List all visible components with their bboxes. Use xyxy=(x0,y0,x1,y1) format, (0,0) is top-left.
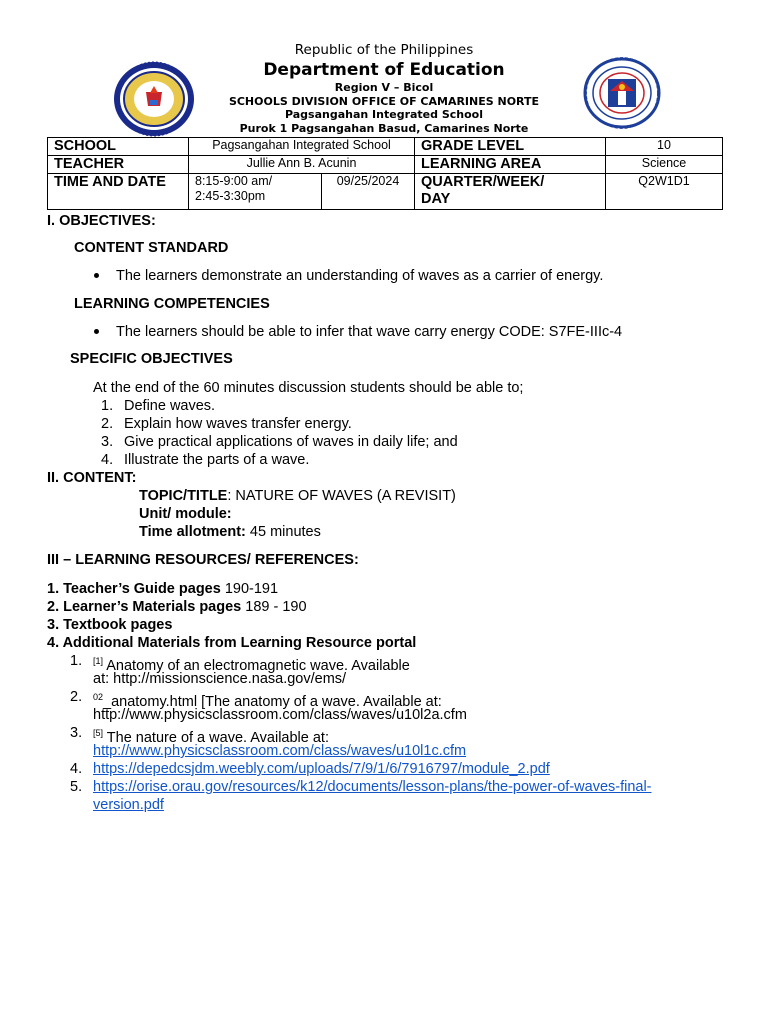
reference-number: 5. xyxy=(70,779,83,795)
bullet-icon xyxy=(94,273,99,278)
objective-number: 4. xyxy=(101,452,114,468)
reference-link-module[interactable] xyxy=(93,760,550,778)
reference-link[interactable]: http://www.physicsclassroom.com/class/waves/u10l1c.cfm xyxy=(93,743,467,759)
time-allotment-value: 45 minutes xyxy=(245,524,321,540)
region-line: Region V – Bicol xyxy=(334,81,434,94)
unit-module-label: Unit/ module: xyxy=(139,506,232,522)
reference-text: Anatomy of an electromagnetic wave. Available xyxy=(103,657,410,674)
teacher-label: TEACHER xyxy=(48,156,189,174)
time-allotment-line xyxy=(139,523,321,541)
objective-number: 3. xyxy=(101,434,114,450)
school-line: Pagsangahan Integrated School xyxy=(284,108,484,121)
learners-materials-label: 2. Learner’s Materials pages xyxy=(47,599,242,615)
reference-link-power-of-waves[interactable] xyxy=(93,778,652,796)
reference-footnote-mark: [5] xyxy=(93,728,104,738)
reference-number: 4. xyxy=(70,761,83,777)
reference-footnote-mark: [1] xyxy=(93,656,104,666)
time-allotment-label: Time allotment: xyxy=(139,524,246,540)
teachers-guide-label: 1. Teacher’s Guide pages xyxy=(47,581,221,597)
reference-link-power-of-waves-continued[interactable] xyxy=(93,796,164,814)
reference-link[interactable]: version.pdf xyxy=(93,797,164,813)
content-standard-text: The learners demonstrate an understanding of waves as a carrier of energy. xyxy=(116,268,604,284)
qwd-label-line-1: QUARTER/WEEK/ xyxy=(421,174,545,190)
learners-materials-line xyxy=(47,598,307,616)
learning-area-label: LEARNING AREA xyxy=(415,156,606,174)
reference-link-nature-of-wave[interactable] xyxy=(93,742,466,760)
textbook-pages-label: 3. Textbook pages xyxy=(47,617,173,633)
bullet-icon xyxy=(94,329,99,334)
learning-area-value: Science xyxy=(606,156,723,174)
objective-item: Explain how waves transfer energy. xyxy=(124,416,352,432)
topic-line xyxy=(139,487,456,505)
date-value: 09/25/2024 xyxy=(322,174,415,210)
objectives-heading: I. OBJECTIVES: xyxy=(47,213,156,229)
objective-item: Give practical applications of waves in daily life; and xyxy=(124,434,458,450)
teachers-guide-line xyxy=(47,580,278,598)
teacher-value: Jullie Ann B. Acunin xyxy=(189,156,415,174)
reference-link[interactable]: https://orise.orau.gov/resources/k12/documents/lesson-plans/the-power-of-waves-final- xyxy=(93,779,652,795)
quarter-week-day-label xyxy=(415,174,606,210)
objective-number: 2. xyxy=(101,416,114,432)
learning-competencies-heading: LEARNING COMPETENCIES xyxy=(74,296,270,312)
lesson-info-table xyxy=(47,137,723,210)
time-date-label: TIME AND DATE xyxy=(48,174,189,210)
division-line: SCHOOLS DIVISION OFFICE OF CAMARINES NORTE xyxy=(228,95,540,108)
reference-text-continued: http://www.physicsclassroom.com/class/waves/u10l2a.cfm xyxy=(93,707,467,723)
time-value-line-2: 2:45-3:30pm xyxy=(195,189,266,203)
reference-number: 2. xyxy=(70,689,83,705)
school-seal-icon xyxy=(112,60,196,138)
additional-materials-label: 4. Additional Materials from Learning Resource portal xyxy=(47,635,417,651)
qwd-label-line-2: DAY xyxy=(421,191,451,207)
reference-footnote-mark: 02 xyxy=(93,692,104,702)
grade-label: GRADE LEVEL xyxy=(415,138,606,156)
resources-heading: III – LEARNING RESOURCES/ REFERENCES: xyxy=(47,552,359,568)
department-title: Department of Education xyxy=(263,60,505,80)
school-label: SCHOOL xyxy=(48,138,189,156)
reference-number: 3. xyxy=(70,725,83,741)
time-value-line-1: 8:15-9:00 am/ xyxy=(195,174,273,188)
competency-text: The learners should be able to infer that wave carry energy CODE: S7FE-IIIc-4 xyxy=(116,324,623,340)
deped-seal-icon xyxy=(583,57,661,129)
reference-text: The nature of a wave. Available at: xyxy=(103,729,329,746)
quarter-week-day-value: Q2W1D1 xyxy=(606,174,723,210)
reference-number: 1. xyxy=(70,653,83,669)
content-heading: II. CONTENT: xyxy=(47,470,137,486)
reference-link[interactable]: https://depedcsjdm.weebly.com/uploads/7/9/1/6/7916797/module_2.pdf xyxy=(93,761,550,777)
specific-objectives-heading: SPECIFIC OBJECTIVES xyxy=(70,351,233,367)
objective-item: Illustrate the parts of a wave. xyxy=(124,452,310,468)
content-standard-heading: CONTENT STANDARD xyxy=(74,240,229,256)
objective-item: Define waves. xyxy=(124,398,216,414)
reference-text-continued: at: http://missionscience.nasa.gov/ems/ xyxy=(93,671,347,687)
address-line: Purok 1 Pagsangahan Basud, Camarines Norte xyxy=(239,122,529,135)
topic-value: : NATURE OF WAVES (A REVISIT) xyxy=(227,488,456,504)
grade-value: 10 xyxy=(606,138,723,156)
topic-label: TOPIC/TITLE xyxy=(139,488,228,504)
objective-number: 1. xyxy=(101,398,114,414)
teachers-guide-pages: 190-191 xyxy=(220,581,279,597)
time-value xyxy=(189,174,322,210)
learners-materials-pages: 189 - 190 xyxy=(241,599,307,615)
specific-objectives-intro: At the end of the 60 minutes discussion students should be able to; xyxy=(93,380,524,396)
republic-line: Republic of the Philippines xyxy=(294,42,474,58)
school-value: Pagsangahan Integrated School xyxy=(189,138,415,156)
reference-text: _anatomy.html [The anatomy of a wave. Available at: xyxy=(103,693,442,710)
